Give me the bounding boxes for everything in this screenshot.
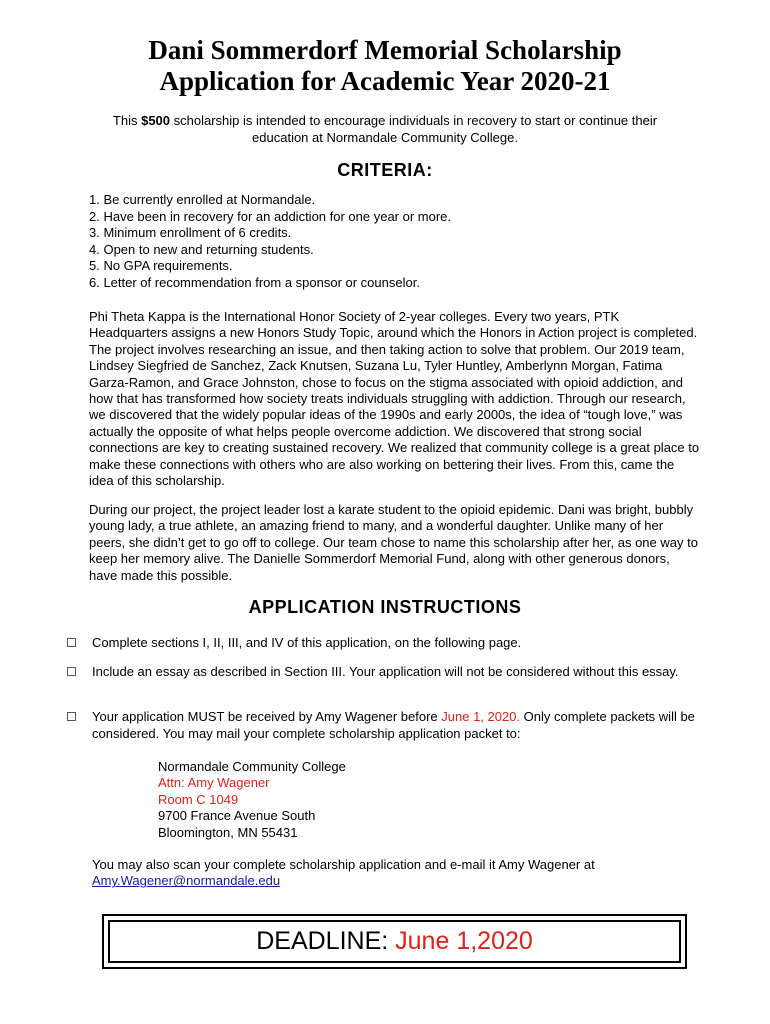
address-line-room: Room C 1049 [158,791,239,807]
intro-after: scholarship is intended to encourage individuals in recovery to start or continue their education at Normandale Community College. [170,113,658,145]
instruction-text-before: Your application MUST be received by Amy Wagener before [92,709,442,724]
instruction-text: Include an essay as described in Section III. Your application will not be considered without this essay. [92,664,679,679]
criteria-item: 4. Open to new and returning students. [89,241,314,257]
address-line-college: Normandale Community College [158,759,346,774]
deadline-label: DEADLINE: [256,927,396,955]
mailing-address [158,759,346,841]
scan-text: You may also scan your complete scholarship application and e-mail it Amy Wagener at [92,857,595,872]
ptk-paragraph: Phi Theta Kappa is the International Honor Society of 2-year colleges. Every two years, PTK Headquarters assigns a new Honors Study Topic, around which the Honors in Action project is completed. The project involves researching an issue, and then taking action to solve that problem. Our 2019 team, Lindsey Siegfried de Sanchez, Zack Knutsen, Suzana Lu, Tyler Huntley, Amberlynn Morgan, Fatima Garza-Ramon, and Grace Johnston, chose to focus on the stigma associated with opioid addiction, and how that has transformed how society treats individuals struggling with addiction. Through our research, we discovered that the widely popular ideas of the 1990s and early 2000s, the idea of “tough love,” was actually the opposite of what helps people overcome addiction. We discovered that strong social connections are key to creating sustained recovery. We realized that community college is a great place to make these connections with others who are also working on bettering their lives. From this, came the idea of this scholarship. [89,309,700,489]
instructions-heading: APPLICATION INSTRUCTIONS [248,597,522,617]
page-title-line-1: Dani Sommerdorf Memorial Scholarship [148,35,622,65]
instruction-item-2 [67,664,701,681]
dani-paragraph: During our project, the project leader lost a karate student to the opioid epidemic. Dani was bright, bubbly young lady, a true athlete, an amazing friend to many, and a wonderful daughter. Unlike many of her peers, she didn’t get to go off to college. Our team chose to name this scholarship after her, as one way to keep her memory alive. The Danielle Sommerdorf Memorial Fund, along with other generous donors, have made this possible. [89,502,698,583]
address-line-city: Bloomington, MN 55431 [158,824,298,840]
criteria-heading: CRITERIA: [337,160,433,180]
criteria-item: 5. No GPA requirements. [89,258,233,274]
checkbox-icon[interactable] [67,667,76,676]
deadline-box-inner [108,920,681,963]
criteria-item: 1. Be currently enrolled at Normandale. [89,192,316,207]
instruction-text-after: Only complete packets will be considered. You may mail your complete scholarship application packet to: [92,709,695,741]
instruction-item-1 [67,635,701,652]
intro-before: This [112,113,142,128]
checkbox-icon[interactable] [67,712,76,721]
page-title-line-2: Application for Academic Year 2020-21 [159,66,611,96]
checkbox-icon[interactable] [67,638,76,647]
instruction-text: Complete sections I, II, III, and IV of this application, on the following page. [92,635,522,650]
instruction-text [92,709,701,743]
scan-email-note [92,857,692,890]
address-line-attn: Attn: Amy Wagener [158,775,270,791]
intro-text [90,112,680,146]
criteria-list [89,192,709,292]
address-line-street: 9700 France Avenue South [158,808,316,824]
deadline-box [102,914,687,969]
criteria-item: 2. Have been in recovery for an addiction for one year or more. [89,208,452,224]
criteria-item: 6. Letter of recommendation from a sponsor or counselor. [89,274,420,290]
email-link[interactable]: Amy.Wagener@normandale.edu [92,873,281,889]
criteria-item: 3. Minimum enrollment of 6 credits. [89,225,292,241]
instruction-item-3 [67,709,701,743]
deadline-date: June 1,2020 [395,927,533,955]
instruction-deadline-date: June 1, 2020. [441,709,521,724]
scholarship-amount: $500 [141,113,171,128]
